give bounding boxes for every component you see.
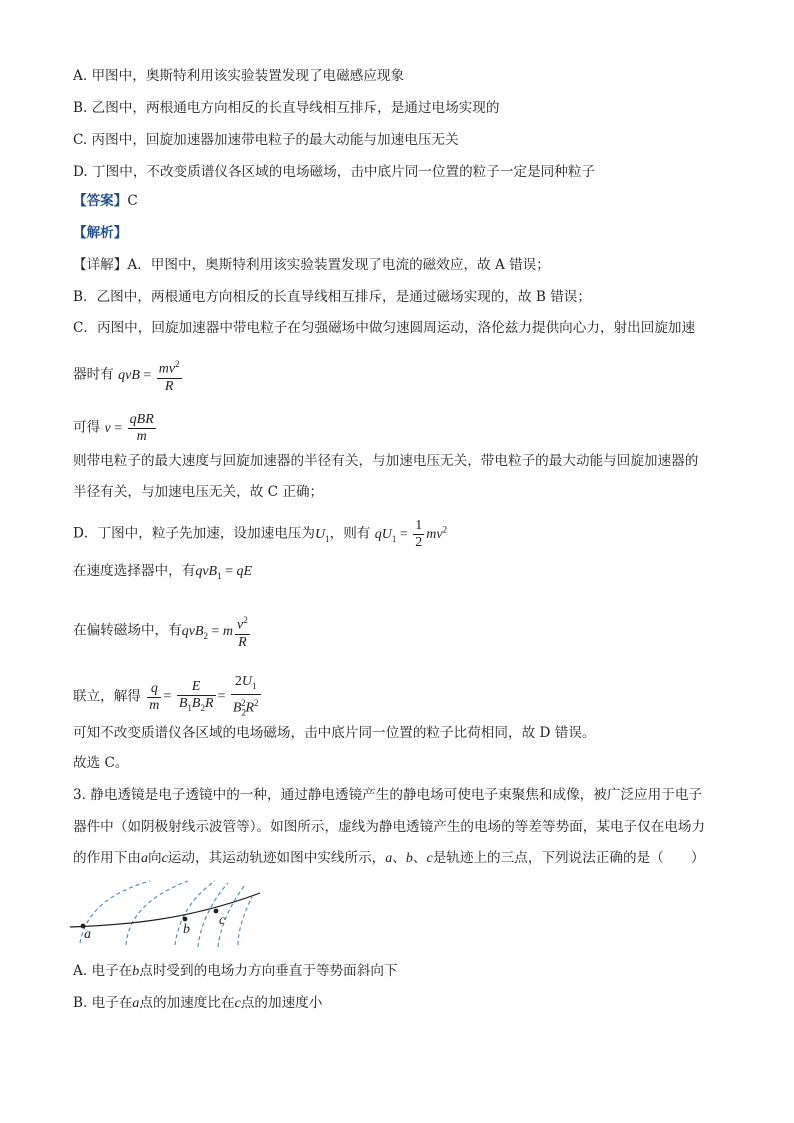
analysis-heading: [73, 224, 127, 242]
detail-a-text: A．甲图中，奥斯特利用该实验装置发现了电流的磁效应，故 A 错误；: [127, 257, 550, 273]
detail-c-3-prefix: 可得: [73, 419, 101, 436]
detail-d-3: [73, 612, 252, 651]
q3-line-3-a: 的作用下由: [73, 850, 141, 866]
q3-line-3-b: 向: [147, 850, 162, 866]
q3-option-a-prefix: A. 电子在: [73, 963, 133, 979]
q2-option-c: C. 丙图中，回旋加速器加速带电粒子的最大动能与加速电压无关: [73, 132, 459, 148]
detail-c-2: [73, 356, 184, 395]
equipotential-line-6: [238, 897, 252, 945]
q3-line-2: 器件中（如阴极射线示波管等）。如图所示，虚线为静电透镜产生的电场的等差等势面，某电子仅在电场力: [73, 819, 706, 835]
detail-d-4-prefix: 联立，解得: [73, 688, 141, 705]
var-a: a: [140, 851, 148, 866]
sep-2: 、: [412, 850, 427, 866]
q3-option-a-suffix: 点时受到的电场力方向垂直于等势面斜向下: [139, 963, 398, 979]
formula-qvb2: qvB$_2$ = m $\frac{v^2}{R}$: [182, 624, 252, 639]
var-c-2: c: [426, 851, 433, 866]
detail-d-1: [73, 518, 447, 551]
detail-d-5: 可知不改变质谱仪各区域的电场磁场，击中底片同一位置的粒子比荷相同，故 D 错误。: [73, 725, 596, 741]
q3-line-3-d: 是轨迹上的三点，下列说法正确的是（ ）: [432, 850, 705, 866]
equipotential-lines: [80, 881, 252, 947]
q3-option-b-var: a: [132, 996, 140, 1011]
q3-option-b-var2: c: [234, 996, 241, 1011]
detail-c-1: C．丙图中，回旋加速器中带电粒子在匀强磁场中做匀速圆周运动，洛伦兹力提供向心力，射出回旋加速: [73, 320, 696, 336]
q2-option-d: D. 丁图中，不改变质谱仪各区域的电场磁场，击中底片同一位置的粒子一定是同种粒子: [73, 164, 596, 180]
detail-label: 【详解】: [73, 257, 128, 273]
analysis-label: 【解析】: [73, 225, 128, 241]
detail-c-2-prefix: 器时有: [73, 366, 114, 383]
var-a-2: a: [385, 851, 393, 866]
electrostatic-lens-figure: [70, 875, 270, 950]
detail-d-2-prefix: 在速度选择器中，有: [73, 563, 196, 579]
q3-line-3: [73, 849, 705, 868]
formula-qvb1-qe: qvB$_1$ = qE: [195, 564, 253, 581]
formula-v-qbr-m: v = $\frac{\text{qBR}}{m}$: [104, 412, 154, 444]
detail-c-3: [73, 412, 158, 445]
q3-option-b-mid: 点的加速度比在: [139, 995, 235, 1011]
detail-d-3-prefix: 在偏转磁场中，有: [73, 622, 182, 639]
detail-d-1-mid: ，则有: [329, 525, 371, 542]
label-a: a: [84, 927, 91, 942]
equipotential-line-2: [126, 881, 188, 945]
trajectory-line: [70, 893, 260, 927]
q3-option-b-prefix: B. 电子在: [73, 995, 133, 1011]
answer-label: 【答案】: [73, 193, 128, 209]
formula-qu1: $qU_1$ = $\frac{1}{2}$ $mv^2$: [374, 518, 448, 550]
point-c: [214, 909, 219, 914]
q3-option-a: [73, 962, 398, 981]
point-b: [183, 917, 188, 922]
formula-qvb-mv2r: qvB = $\frac{mv^2}{R}$: [118, 368, 184, 383]
q3-option-a-var: b: [132, 964, 140, 979]
answer-value: C: [127, 193, 138, 209]
detail-a: [73, 256, 550, 274]
q3-option-b-suffix: 点的加速度小: [240, 995, 323, 1011]
detail-c-5: 半径有关，与加速电压无关，故 C 正确；: [73, 484, 324, 500]
q3-option-b: [73, 994, 322, 1013]
detail-d-2: [73, 562, 252, 585]
var-c: c: [161, 851, 168, 866]
answer-line: [73, 192, 138, 210]
q3-line-1: 3. 静电透镜是电子透镜中的一种，通过静电透镜产生的静电场可使电子束聚焦和成像，被广泛应用于电子: [73, 787, 703, 803]
conclusion: 故选 C。: [73, 755, 129, 771]
q2-option-a: A. 甲图中，奥斯特利用该实验装置发现了电磁感应现象: [73, 68, 405, 84]
label-b: b: [183, 922, 190, 937]
q3-line-3-c: 运动，其运动轨迹如图中实线所示，: [167, 850, 386, 866]
formula-q-over-m: $\frac{q}{m}$ = $\frac{E}{B_1B_2R}$ = $\frac{2U_1}{B_2^2R^2}$: [149, 674, 259, 718]
sep-1: 、: [392, 850, 406, 866]
symbol-u1: $U_1$: [315, 526, 330, 544]
var-b: b: [405, 851, 413, 866]
detail-b: B．乙图中，两根通电方向相反的长直导线相互排斥，是通过磁场实现的，故 B 错误；: [73, 289, 591, 305]
q2-option-b: B. 乙图中，两根通电方向相反的长直导线相互排斥，是通过电场实现的: [73, 100, 500, 116]
detail-d-4: [73, 674, 263, 720]
detail-c-4: 则带电粒子的最大速度与回旋加速器的半径有关，与加速电压无关，带电粒子的最大动能与回旋加速器的: [73, 453, 699, 469]
detail-d-1-prefix: D．丁图中，粒子先加速，设加速电压为: [73, 525, 315, 542]
label-c: c: [219, 913, 226, 928]
